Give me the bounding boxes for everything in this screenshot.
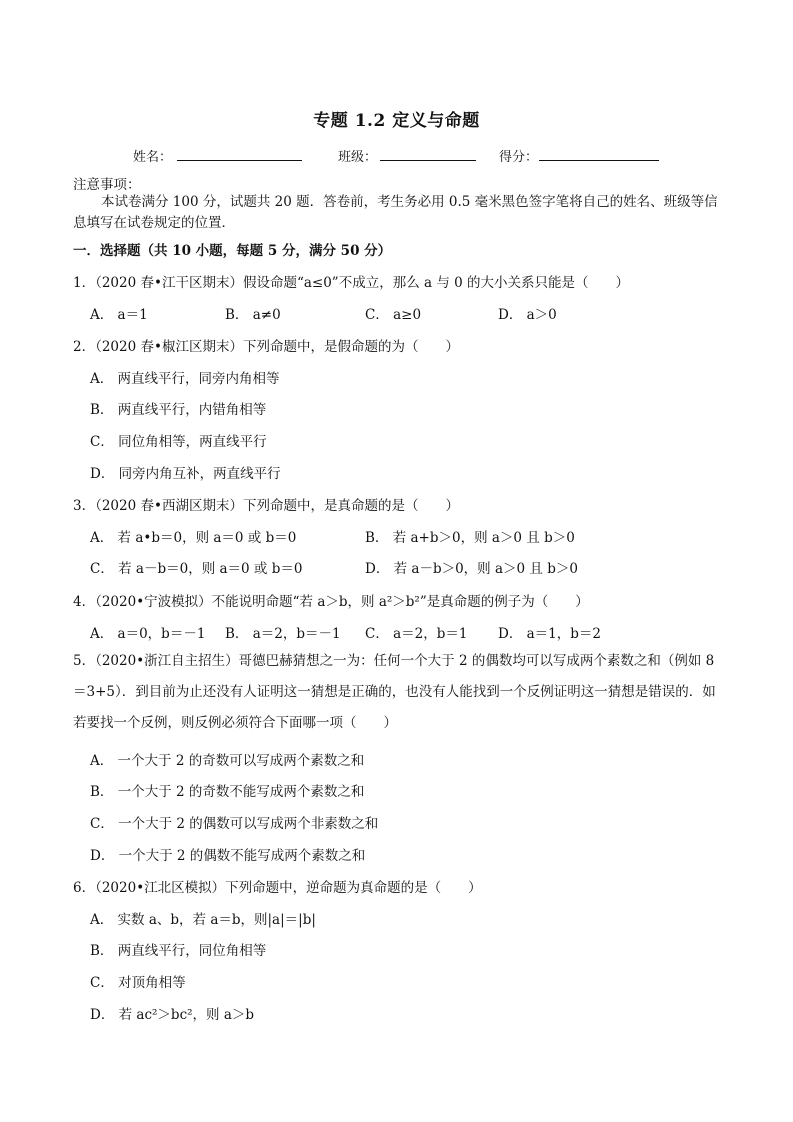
option-b[interactable]: B． 两直线平行，内错角相等	[90, 402, 267, 418]
option-a[interactable]: A． 两直线平行，同旁内角相等	[90, 371, 280, 387]
question-stem: 5．（2020•浙江自主招生）哥德巴赫猜想之一为：任何一个大于 2 的偶数均可以写成两个素数之和（例如 8＝3+5）．到目前为止还没有人证明这一猜想是正确的，也没有人能找到一个反例证明这一猜想是错误的．如若要找一个反例，则反例必须符合下面哪一项（ ）	[73, 653, 716, 731]
option-c[interactable]: C． 一个大于 2 的偶数可以写成两个非素数之和	[90, 816, 379, 832]
option-c[interactable]: C． a≥0	[365, 307, 422, 323]
option-c[interactable]: C． 若 a－b＝0，则 a＝0 或 b＝0	[90, 561, 303, 577]
question-stem: 3．（2020 春•西湖区期末）下列命题中，是真命题的是（ ）	[73, 498, 459, 514]
question-stem: 6．（2020•江北区模拟）下列命题中，逆命题为真命题的是（ ）	[73, 880, 482, 896]
option-d[interactable]: D． a＝1，b＝2	[498, 626, 601, 642]
class-label: 班级：	[338, 150, 378, 165]
notice-heading: 注意事项：	[73, 177, 141, 193]
option-d[interactable]: D． 一个大于 2 的偶数不能写成两个素数之和	[90, 848, 366, 864]
section-heading: 一．选择题（共 10 小题，每题 5 分，满分 50 分）	[73, 243, 392, 259]
name-label: 姓名：	[133, 150, 173, 165]
option-a[interactable]: A． 一个大于 2 的奇数可以写成两个素数之和	[90, 753, 365, 769]
option-d[interactable]: D． a＞0	[498, 307, 557, 323]
option-a[interactable]: A． a＝0，b＝－1	[90, 626, 206, 642]
name-blank[interactable]	[177, 146, 302, 161]
notice-body: 本试卷满分 100 分，试题共 20 题．答卷前，考生务必用 0.5 毫米黑色签字笔将自己的姓名、班级等信息填写在试卷规定的位置．	[73, 194, 718, 231]
option-b[interactable]: B． a＝2，b＝－1	[225, 626, 341, 642]
option-d[interactable]: D． 若 a－b＞0，则 a＞0 且 b＞0	[365, 561, 578, 577]
option-b[interactable]: B． 两直线平行，同位角相等	[90, 943, 267, 959]
option-d[interactable]: D． 同旁内角互补，两直线平行	[90, 466, 281, 482]
option-a[interactable]: A． 实数 a、b，若 a＝b，则|a|＝|b|	[90, 912, 316, 928]
option-c[interactable]: C． 对顶角相等	[90, 975, 186, 991]
class-blank[interactable]	[380, 146, 476, 161]
option-a[interactable]: A． a＝1	[90, 307, 148, 323]
question-stem: 4．（2020•宁波模拟）不能说明命题“若 a＞b，则 a²＞b²”是真命题的例子为（ ）	[73, 594, 589, 610]
question-stem: 1．（2020 春•江干区期末）假设命题“a≤0”不成立，那么 a 与 0 的大小关系只能是（ ）	[73, 275, 630, 291]
option-c[interactable]: C． a＝2，b＝1	[365, 626, 468, 642]
option-c[interactable]: C． 同位角相等，两直线平行	[90, 434, 267, 450]
score-label: 得分：	[499, 150, 539, 165]
student-info-row	[133, 146, 693, 166]
option-d[interactable]: D． 若 ac²＞bc²，则 a＞b	[90, 1007, 255, 1023]
page-title: 专题 1.2 定义与命题	[313, 111, 480, 131]
option-b[interactable]: B． a≠0	[225, 307, 281, 323]
option-b[interactable]: B． 一个大于 2 的奇数不能写成两个素数之和	[90, 784, 365, 800]
score-blank[interactable]	[539, 146, 659, 161]
question-stem: 2．（2020 春•椒江区期末）下列命题中，是假命题的为（ ）	[73, 339, 459, 355]
option-b[interactable]: B． 若 a+b＞0，则 a＞0 且 b＞0	[365, 530, 575, 546]
option-a[interactable]: A． 若 a•b＝0，则 a＝0 或 b＝0	[90, 530, 297, 546]
